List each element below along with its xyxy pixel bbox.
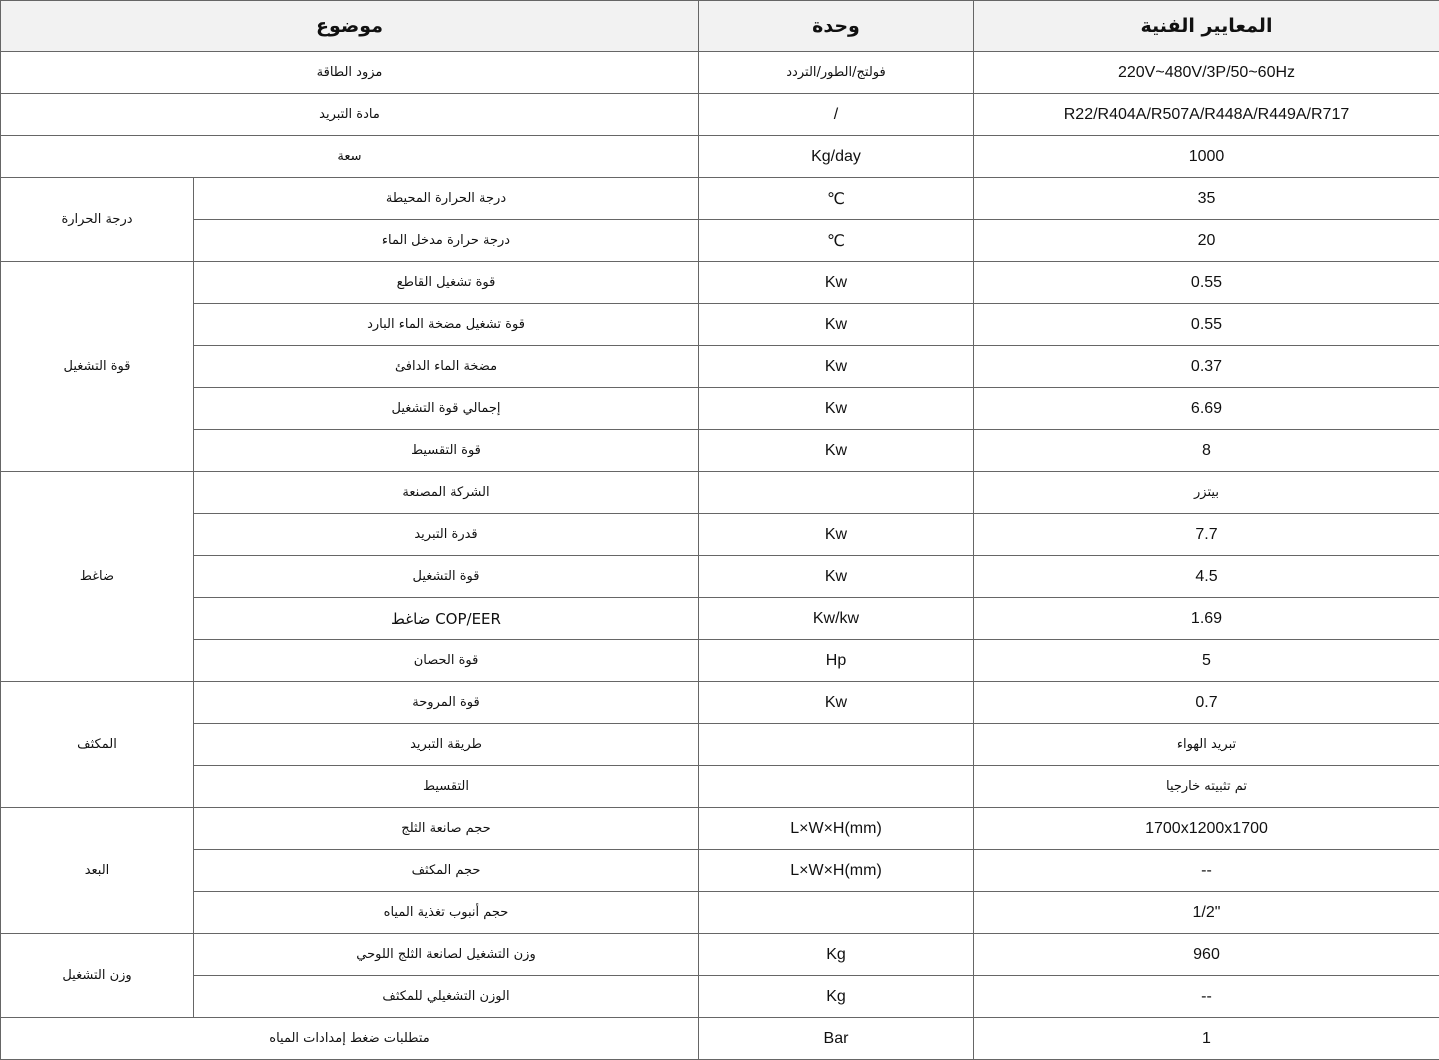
row-value: 0.37 xyxy=(974,346,1439,388)
row-label: مادة التبريد xyxy=(1,94,699,136)
row-unit: ℃ xyxy=(699,178,974,220)
row-value: 4.5 xyxy=(974,556,1439,598)
row-unit: ℃ xyxy=(699,220,974,262)
row-label: حجم صانعة الثلج xyxy=(194,808,699,850)
table-row xyxy=(1,598,1439,640)
table-row xyxy=(1,346,1439,388)
row-unit: Kw xyxy=(699,346,974,388)
row-value: R22/R404A/R507A/R448A/R449A/R717 xyxy=(974,94,1439,136)
row-unit: Kw xyxy=(699,514,974,556)
table-row xyxy=(1,976,1439,1018)
table-row xyxy=(1,808,1439,850)
row-unit xyxy=(699,892,974,934)
table-row xyxy=(1,94,1439,136)
row-value: 5 xyxy=(974,640,1439,682)
header-subject: موضوع xyxy=(1,1,699,52)
table-row xyxy=(1,52,1439,94)
row-unit: / xyxy=(699,94,974,136)
row-label: وزن التشغيل لصانعة الثلج اللوحي xyxy=(194,934,699,976)
row-unit: Hp xyxy=(699,640,974,682)
row-value: بيتزر xyxy=(974,472,1439,514)
row-label: متطلبات ضغط إمدادات المياه xyxy=(1,1018,699,1060)
row-unit: Kw xyxy=(699,304,974,346)
table-row xyxy=(1,640,1439,682)
row-unit: Kw xyxy=(699,388,974,430)
row-unit: Kw xyxy=(699,430,974,472)
table-row xyxy=(1,1018,1439,1060)
row-value: 8 xyxy=(974,430,1439,472)
row-label: الشركة المصنعة xyxy=(194,472,699,514)
table-row xyxy=(1,514,1439,556)
table-row xyxy=(1,892,1439,934)
row-value: 0.55 xyxy=(974,304,1439,346)
row-label: قوة تشغيل القاطع xyxy=(194,262,699,304)
table-row xyxy=(1,430,1439,472)
row-unit: Kw xyxy=(699,556,974,598)
row-label: مزود الطاقة xyxy=(1,52,699,94)
row-label: درجة الحرارة المحيطة xyxy=(194,178,699,220)
table-row xyxy=(1,472,1439,514)
row-label: سعة xyxy=(1,136,699,178)
row-unit: L×W×H(mm) xyxy=(699,808,974,850)
row-value: 6.69 xyxy=(974,388,1439,430)
group-label-weight: وزن التشغيل xyxy=(1,934,194,1018)
row-value: تم تثبيته خارجيا xyxy=(974,766,1439,808)
table-row xyxy=(1,220,1439,262)
row-value: 7.7 xyxy=(974,514,1439,556)
row-label: التقسيط xyxy=(194,766,699,808)
row-unit: Kg xyxy=(699,934,974,976)
row-value: 1 xyxy=(974,1018,1439,1060)
row-label: درجة حرارة مدخل الماء xyxy=(194,220,699,262)
group-label-running-power: قوة التشغيل xyxy=(1,262,194,472)
row-label: قوة التشغيل xyxy=(194,556,699,598)
row-value: 1700x1200x1700 xyxy=(974,808,1439,850)
row-value: 1.69 xyxy=(974,598,1439,640)
row-label: حجم أنبوب تغذية المياه xyxy=(194,892,699,934)
table-row xyxy=(1,388,1439,430)
row-value: 1/2" xyxy=(974,892,1439,934)
row-unit: Kg xyxy=(699,976,974,1018)
row-unit: فولتج/الطور/التردد xyxy=(699,52,974,94)
table-row xyxy=(1,850,1439,892)
row-value: -- xyxy=(974,976,1439,1018)
row-value: 220V~480V/3P/50~60Hz xyxy=(974,52,1439,94)
table-row xyxy=(1,766,1439,808)
row-label: إجمالي قوة التشغيل xyxy=(194,388,699,430)
row-unit: Kw/kw xyxy=(699,598,974,640)
table-row xyxy=(1,556,1439,598)
row-value: 0.55 xyxy=(974,262,1439,304)
table-row xyxy=(1,136,1439,178)
row-unit xyxy=(699,724,974,766)
row-value: 960 xyxy=(974,934,1439,976)
row-unit: Kg/day xyxy=(699,136,974,178)
row-label: طريقة التبريد xyxy=(194,724,699,766)
row-value: 35 xyxy=(974,178,1439,220)
row-label: قوة التقسيط xyxy=(194,430,699,472)
row-label: حجم المكثف xyxy=(194,850,699,892)
row-label: قدرة التبريد xyxy=(194,514,699,556)
row-unit xyxy=(699,472,974,514)
header-spec: المعايير الفنية xyxy=(974,1,1439,52)
row-unit: L×W×H(mm) xyxy=(699,850,974,892)
row-unit xyxy=(699,766,974,808)
table-row xyxy=(1,304,1439,346)
table-row xyxy=(1,724,1439,766)
row-value: تبريد الهواء xyxy=(974,724,1439,766)
row-label: ضاغط COP/EER xyxy=(194,598,699,640)
header-row xyxy=(1,1,1439,52)
row-label: قوة المروحة xyxy=(194,682,699,724)
row-label: قوة تشغيل مضخة الماء البارد xyxy=(194,304,699,346)
table-row xyxy=(1,682,1439,724)
group-label-condenser: المكثف xyxy=(1,682,194,808)
row-value: -- xyxy=(974,850,1439,892)
table-row xyxy=(1,262,1439,304)
group-label-temperature: درجة الحرارة xyxy=(1,178,194,262)
row-label: قوة الحصان xyxy=(194,640,699,682)
row-unit: Kw xyxy=(699,682,974,724)
table-row xyxy=(1,934,1439,976)
row-label: مضخة الماء الدافئ xyxy=(194,346,699,388)
row-value: 0.7 xyxy=(974,682,1439,724)
row-value: 20 xyxy=(974,220,1439,262)
header-unit: وحدة xyxy=(699,1,974,52)
group-label-dimension: البعد xyxy=(1,808,194,934)
row-unit: Bar xyxy=(699,1018,974,1060)
row-value: 1000 xyxy=(974,136,1439,178)
table-row xyxy=(1,178,1439,220)
group-label-compressor: ضاغط xyxy=(1,472,194,682)
row-unit: Kw xyxy=(699,262,974,304)
row-label: الوزن التشغيلي للمكثف xyxy=(194,976,699,1018)
